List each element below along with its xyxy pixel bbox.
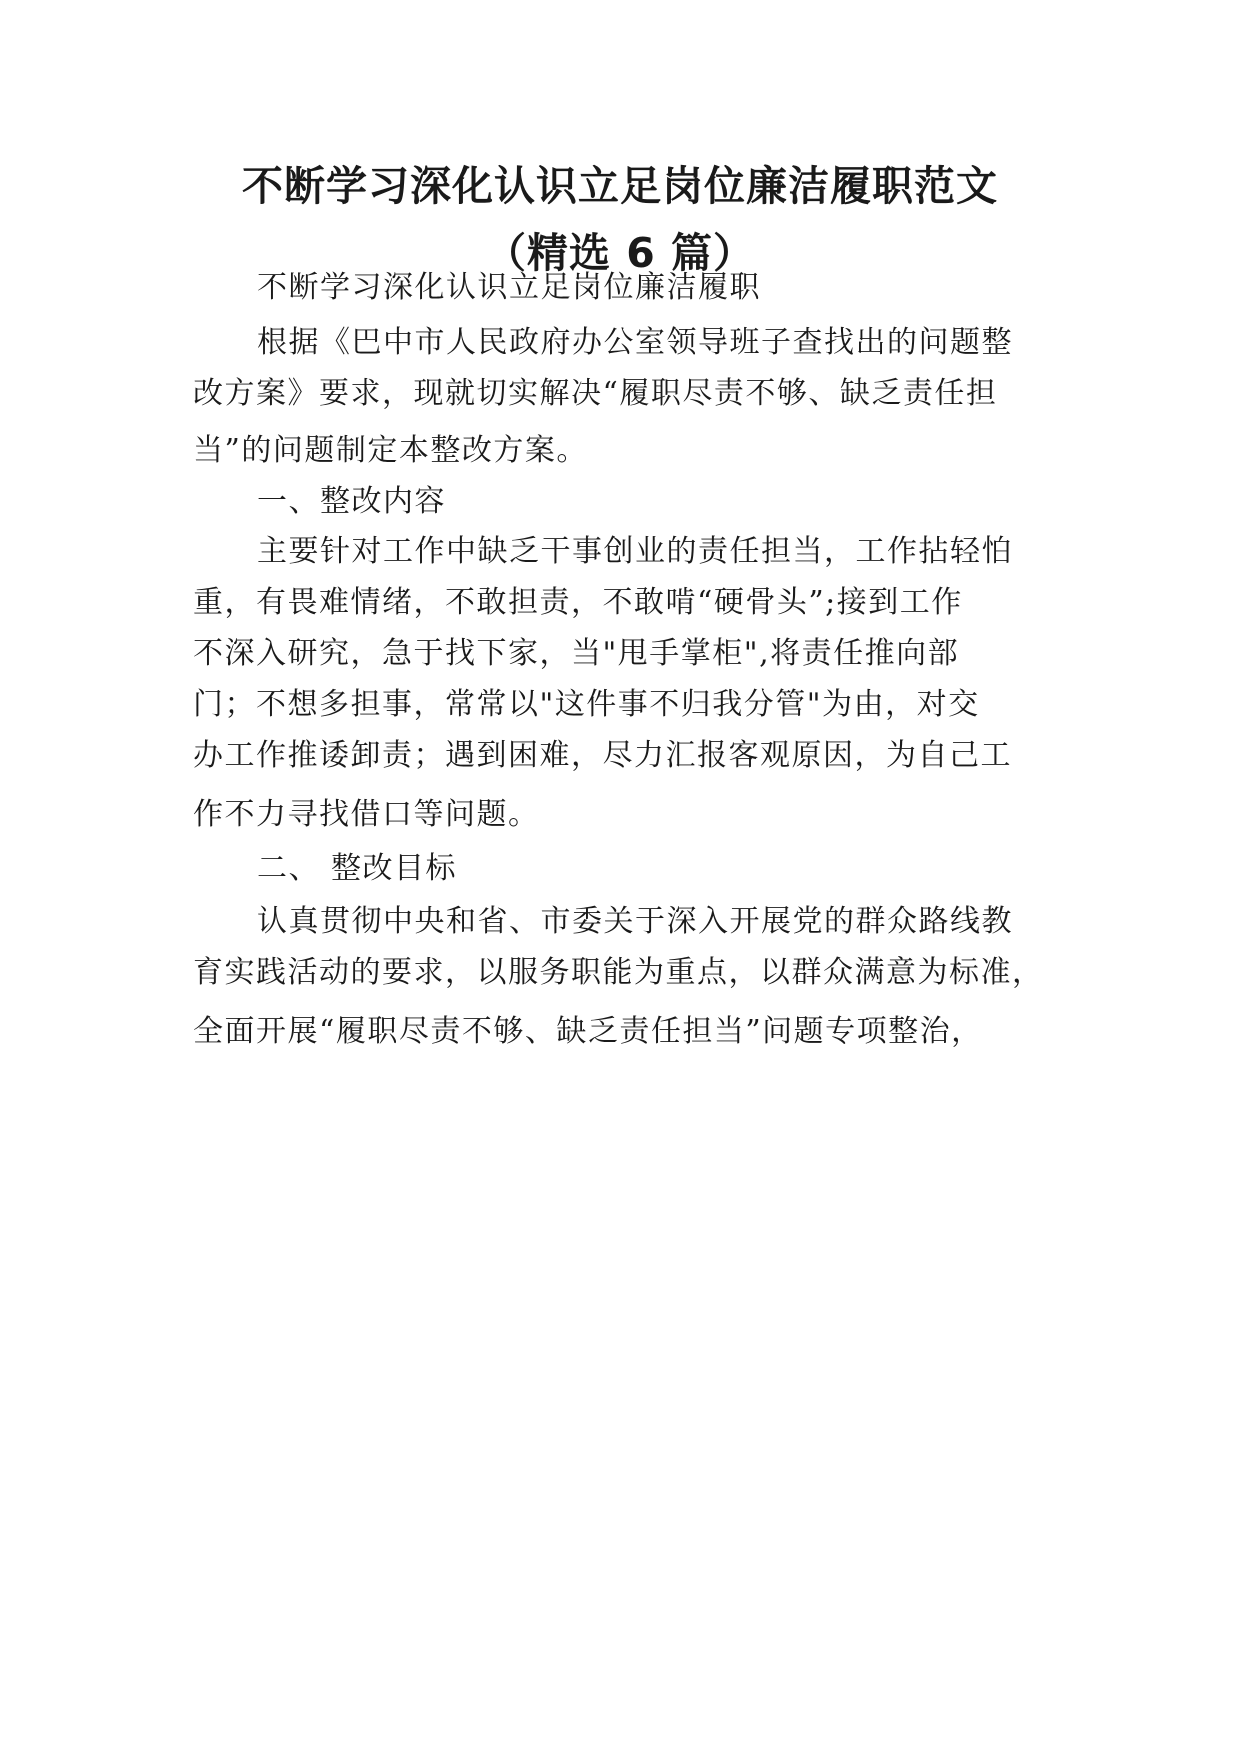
document-title-line1: 不断学习深化认识立足岗位廉洁履职范文 (242, 162, 998, 210)
paragraph-2 (193, 526, 1063, 840)
paragraph-line: 改方案》要求，现就切实解决“履职尽责不够、缺乏责任担 (193, 376, 998, 411)
section-heading-2: 二、 整改目标 (257, 851, 458, 886)
paragraph-line: 育实践活动的要求，以服务职能为重点，以群众满意为标准， (193, 955, 1044, 990)
section-heading-1: 一、整改内容 (257, 484, 446, 519)
document-title-line2: （精选 6 篇） (484, 229, 756, 277)
paragraph-line: 作不力寻找借口等问题。 (193, 797, 540, 832)
paragraph-line: 办工作推诿卸责；遇到困难，尽力汇报客观原因，为自己工 (193, 738, 1012, 773)
paragraph-line: 门；不想多担事，常常以"这件事不归我分管"为由，对交 (193, 687, 980, 722)
paragraph-3 (193, 896, 1063, 1057)
paragraph-line: 重，有畏难情绪，不敢担责，不敢啃“硬骨头”;接到工作 (193, 585, 963, 620)
document-subtitle: 不断学习深化认识立足岗位廉洁履职 (257, 270, 761, 305)
paragraph-line: 认真贯彻中央和省、市委关于深入开展党的群众路线教 (257, 904, 1013, 939)
paragraph-line: 当”的问题制定本整改方案。 (193, 433, 588, 468)
paragraph-line: 主要针对工作中缺乏干事创业的责任担当，工作拈轻怕 (257, 534, 1013, 569)
paragraph-line: 根据《巴中市人民政府办公室领导班子查找出的问题整 (257, 325, 1013, 360)
paragraph-line: 不深入研究，急于找下家，当"甩手掌柜",将责任推向部 (193, 636, 960, 671)
paragraph-1 (193, 317, 1063, 476)
paragraph-line: 全面开展“履职尽责不够、缺乏责任担当”问题专项整治， (193, 1014, 983, 1049)
